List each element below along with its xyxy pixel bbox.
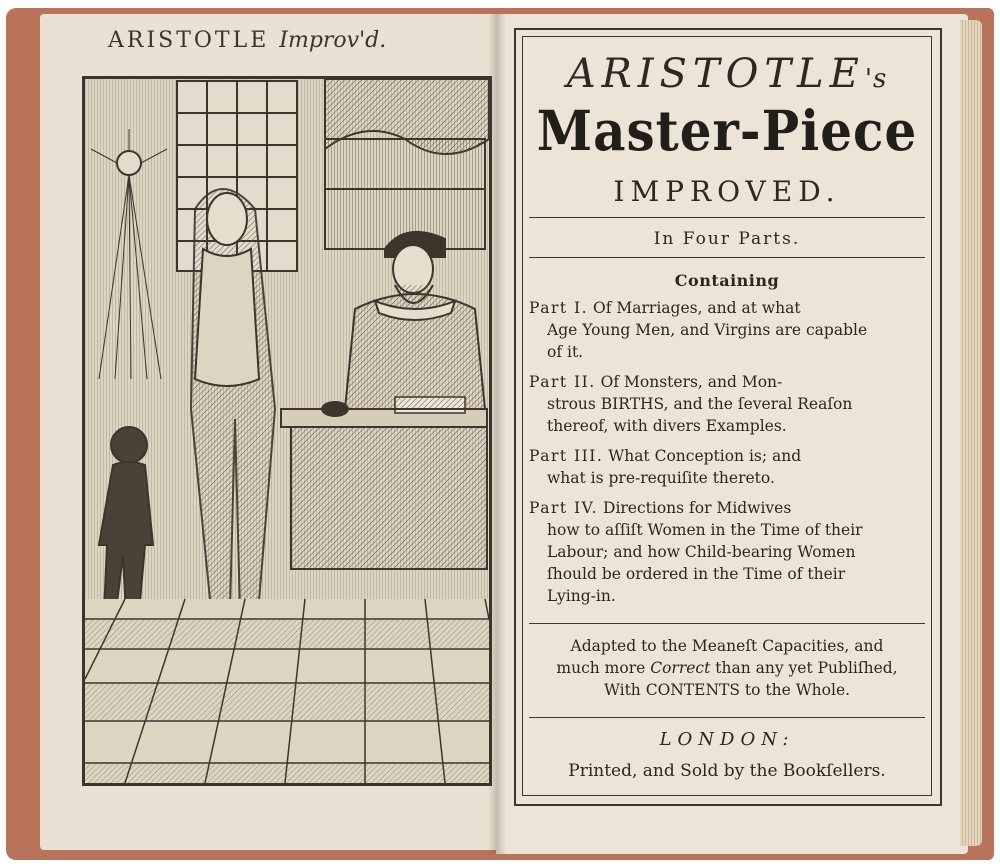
part-text-line: Age Young Men, and Virgins are capable	[547, 321, 868, 339]
title-improved: IMPROVED.	[613, 175, 841, 208]
rule-3	[529, 623, 925, 624]
bookshelf	[325, 139, 485, 249]
part-heading: Part II.	[529, 373, 596, 391]
part-text-line: Lying-in.	[547, 587, 616, 605]
adapted-line-2-b: than any yet Publiſhed,	[715, 659, 898, 677]
part-text: Of Monsters, and Mon-	[600, 373, 783, 391]
part-iv	[529, 497, 923, 607]
page-edges	[960, 20, 982, 846]
imprint-printed: Printed, and Sold by the Bookſellers.	[568, 761, 886, 781]
part-heading: Part III.	[529, 447, 604, 465]
part-text-line: ſhould be ordered in the Time of their	[547, 565, 846, 583]
title-aristotle-text: ARISTOTLE	[566, 51, 865, 97]
running-head-italic: Improv'd.	[279, 28, 387, 53]
part-text: Of Marriages, and at what	[593, 299, 801, 317]
adapted-line-2-a: much more	[556, 659, 646, 677]
part-iii	[529, 445, 923, 489]
part-text-line: what is pre-requiſite thereto.	[547, 469, 775, 487]
in-four-parts: In Four Parts.	[653, 229, 801, 249]
part-text-line: strous BIRTHS, and the ſeveral Reaſon	[547, 395, 853, 413]
part-text-line: thereof, with divers Examples.	[547, 417, 787, 435]
adapted-notice	[529, 635, 925, 701]
containing-heading: Containing	[674, 271, 780, 290]
desk	[281, 397, 487, 569]
title-page	[522, 36, 932, 796]
title-aristotle	[523, 51, 931, 97]
part-ii	[529, 371, 923, 437]
part-i	[529, 297, 923, 363]
part-text: What Conception is; and	[608, 447, 802, 465]
imprint-london: LONDON:	[659, 729, 795, 750]
adapted-line-2	[529, 657, 925, 679]
title-master-piece: Master-Piece	[536, 98, 918, 163]
adapted-line-2-italic: Correct	[650, 659, 711, 677]
woodcut-illustration	[85, 79, 489, 783]
part-text-line: how to aſſiſt Women in the Time of their	[547, 521, 863, 539]
part-text: Directions for Midwives	[603, 499, 792, 517]
running-head-caps: ARISTOTLE	[108, 28, 270, 53]
part-text-line: Labour; and how Child-bearing Women	[547, 543, 856, 561]
running-head	[108, 28, 478, 53]
title-aristotle-suffix: 's	[864, 64, 888, 94]
rule-2	[529, 257, 925, 258]
adapted-line-3: With CONTENTS to the Whole.	[603, 681, 851, 699]
part-text-line: of it.	[547, 343, 584, 361]
frontispiece-woodcut	[82, 76, 492, 786]
adapted-line-1: Adapted to the Meaneſt Capacities, and	[570, 637, 884, 655]
part-heading: Part I.	[529, 299, 589, 317]
rule-1	[529, 217, 925, 218]
rule-4	[529, 717, 925, 718]
checkered-floor	[85, 599, 489, 783]
part-heading: Part IV.	[529, 499, 599, 517]
